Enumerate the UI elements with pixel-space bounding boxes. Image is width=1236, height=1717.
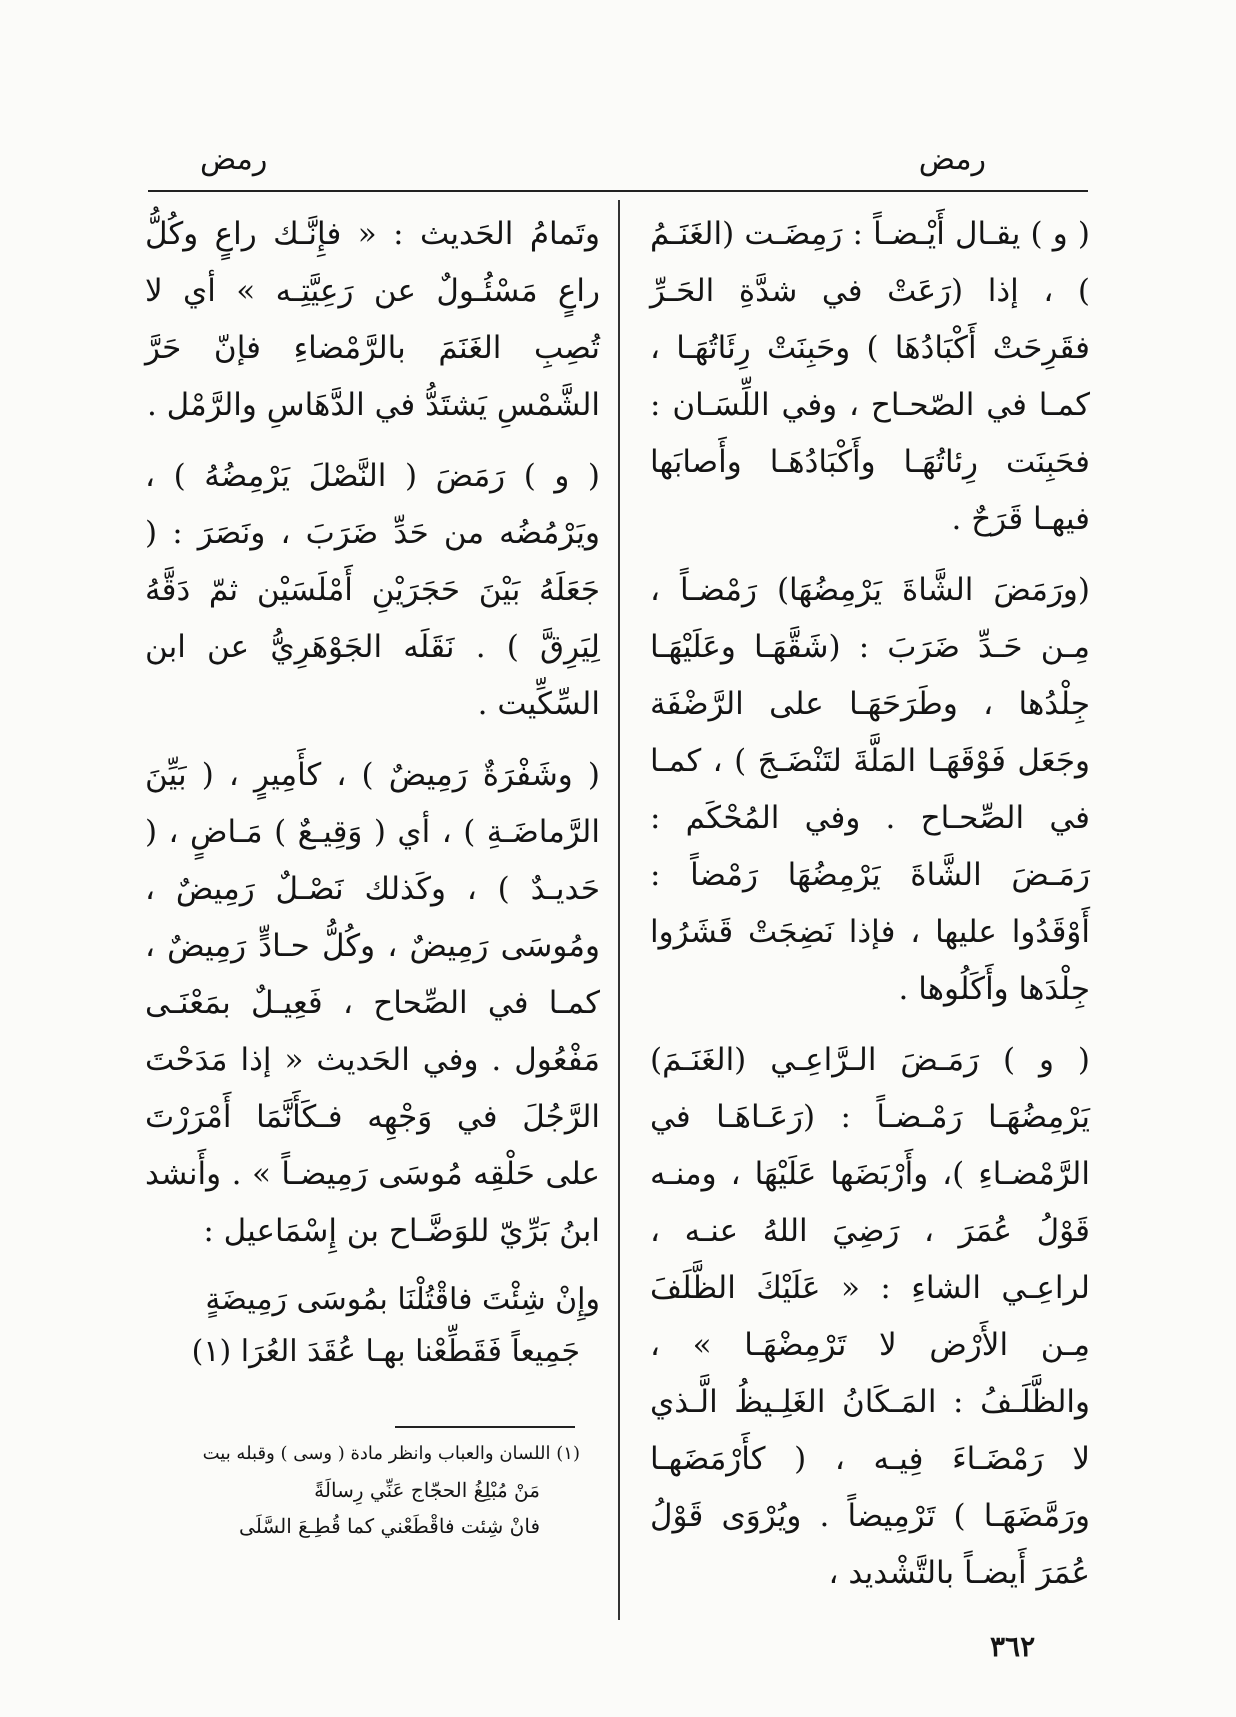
left-paragraph-3: ( وشَفْرَةٌ رَمِيضٌ ) ، كأَمِيرٍ ، ( بَيِّنَ الرَّماضَـةِ ) ، أي ( وَقِيـعٌ ) مَـاضٍ ، ( حَديـدٌ ) ، وكَذلك نَصْـلٌ رَمِيضٌ ، ومُوسَى رَمِيضٌ ، وكُلُّ حـادٍّ رَمِيضٌ ، كمـا في الصِّحاح ، فَعِيـلٌ بمَعْنَـى مَفْعُول . وفي الحَديث « إذا مَدَحْتَ الرَّجُلَ في وَجْهِه فـكَأَنَّمَا أَمْرَرْتَ على حَلْقِه مُوسَى رَمِيضـاً » . وأَنشد ابنُ بَرِّيّ للوَضَّـاح بن إِسْمَاعيل : [145, 757, 600, 1249]
right-paragraph-1: ( و ) يقـال أَيْـضـاً : رَمِضَـت (الغَنَـمُ ) ، إذا (رَعَتْ في شدَّةِ الحَـرِّ فقَرِحَتْ أَكْبَادُهَا ) وحَبِنَتْ رِئَاتُهَـا ، كمـا في الصّحـاح ، وفي اللِّسَـان : فحَبِنَت رِئاتُهَـا وأَكْبَادُهَـا وأَصابَها فيهـا قَرَحٌ . [650, 216, 1090, 537]
footnote-text: (١) اللسان والعباب وانظر مادة ( وسى ) وقبله بيت [202, 1443, 580, 1464]
left-column [145, 206, 600, 1378]
header-right-word: رمض [918, 142, 986, 177]
verse-quote [145, 1274, 600, 1378]
verse-line-1: وإِنْ شِئْتَ فاقْتُلْنَا بمُوسَى رَمِيضَةٍ [205, 1282, 600, 1317]
left-paragraph-2: ( و ) رَمَضَ ( النَّصْلَ يَرْمِضُهُ ) ، ويَرْمُضُه من حَدِّ ضَرَبَ ، ونَصَرَ : ( جَعَلَهُ بَيْنَ حَجَرَيْنِ أَمْلَسَيْن ثمّ دَقَّهُ لِيَرِقَّ ) . نَقَلَه الجَوْهَرِيُّ عن ابن السِّكِّيت . [145, 458, 600, 722]
header-left-word: رمض [200, 142, 268, 177]
verse-line-2: جَمِيعاً فَقَطِّعْنا بهـا عُقَدَ العُرَا (١) [191, 1334, 580, 1369]
header-rule [148, 190, 1088, 192]
column-divider [618, 200, 620, 1620]
right-column [650, 206, 1090, 1616]
left-paragraph-1: وتَمامُ الحَديث : « فإِنَّـك راعٍ وكُلُّ راعٍ مَسْئُـولٌ عن رَعِيَّتِـه » أي لا تُصِبِ الغَنَمَ بالرَّمْضاءِ فإنّ حَرَّ الشَّمْسِ يَشتَدُّ في الدَّهَاسِ والرَّمْل . [145, 216, 600, 423]
footnote-rule [395, 1426, 575, 1428]
page-number: ٣٦٢ [990, 1630, 1036, 1663]
footnote-verse-2: فانْ شِئت فاقْطَعْني كما قُطِـعَ السَّلَى [239, 1514, 540, 1538]
footnote [150, 1436, 580, 1544]
right-paragraph-3: ( و ) رَمَـضَ الـرَّاعِـي (الغَنَـمَ) يَرْمِضُهَـا رَمْـضـاً : (رَعَـاهَـا في الرَّمْضـاءِ )، وأَرْبَضَها عَلَيْهَا ، ومنـه قَوْلُ عُمَرَ ، رَضِيَ اللهُ عنـه ، لراعِـي الشاءِ : « عَلَيْكَ الظَّلَفَ مِـن الأَرْض لا تَرْمِضْهَـا » ، والظَّلَـفُ : المَـكَانُ الغَلِـيظُ الَّـذي لا رَمْضَـاءَ فِيـه ، ( كأَرْمَضَهـا ورَمَّضَهَـا ) تَرْمِيضاً . ويُرْوَى قَوْلُ عُمَرَ أَيضـاً بالتَّشْديد ، [650, 1042, 1090, 1591]
right-paragraph-2: (ورَمَضَ الشَّاةَ يَرْمِضُهَا) رَمْضـاً ، مِـن حَـدِّ ضَرَبَ : (شَقَّهَـا وعَلَيْهَـا جِلْدُها ، وطَرَحَهَـا على الرَّضْفَة وجَعَل فَوْقَهَـا المَلَّةَ لتَنْضَـجَ ) ، كمـا في الصِّحـاح . وفي المُحْكَم : رَمَـضَ الشَّاةَ يَرْمِضُهَا رَمْضاً : أَوْقَدُوا عليها ، فإذا نَضِجَتْ قَشَرُوا جِلْدَها وأَكَلُوها . [650, 572, 1090, 1007]
footnote-verse-1: مَنْ مُبْلِغُ الحجّاج عَنِّي رِسالَةً [314, 1478, 540, 1502]
